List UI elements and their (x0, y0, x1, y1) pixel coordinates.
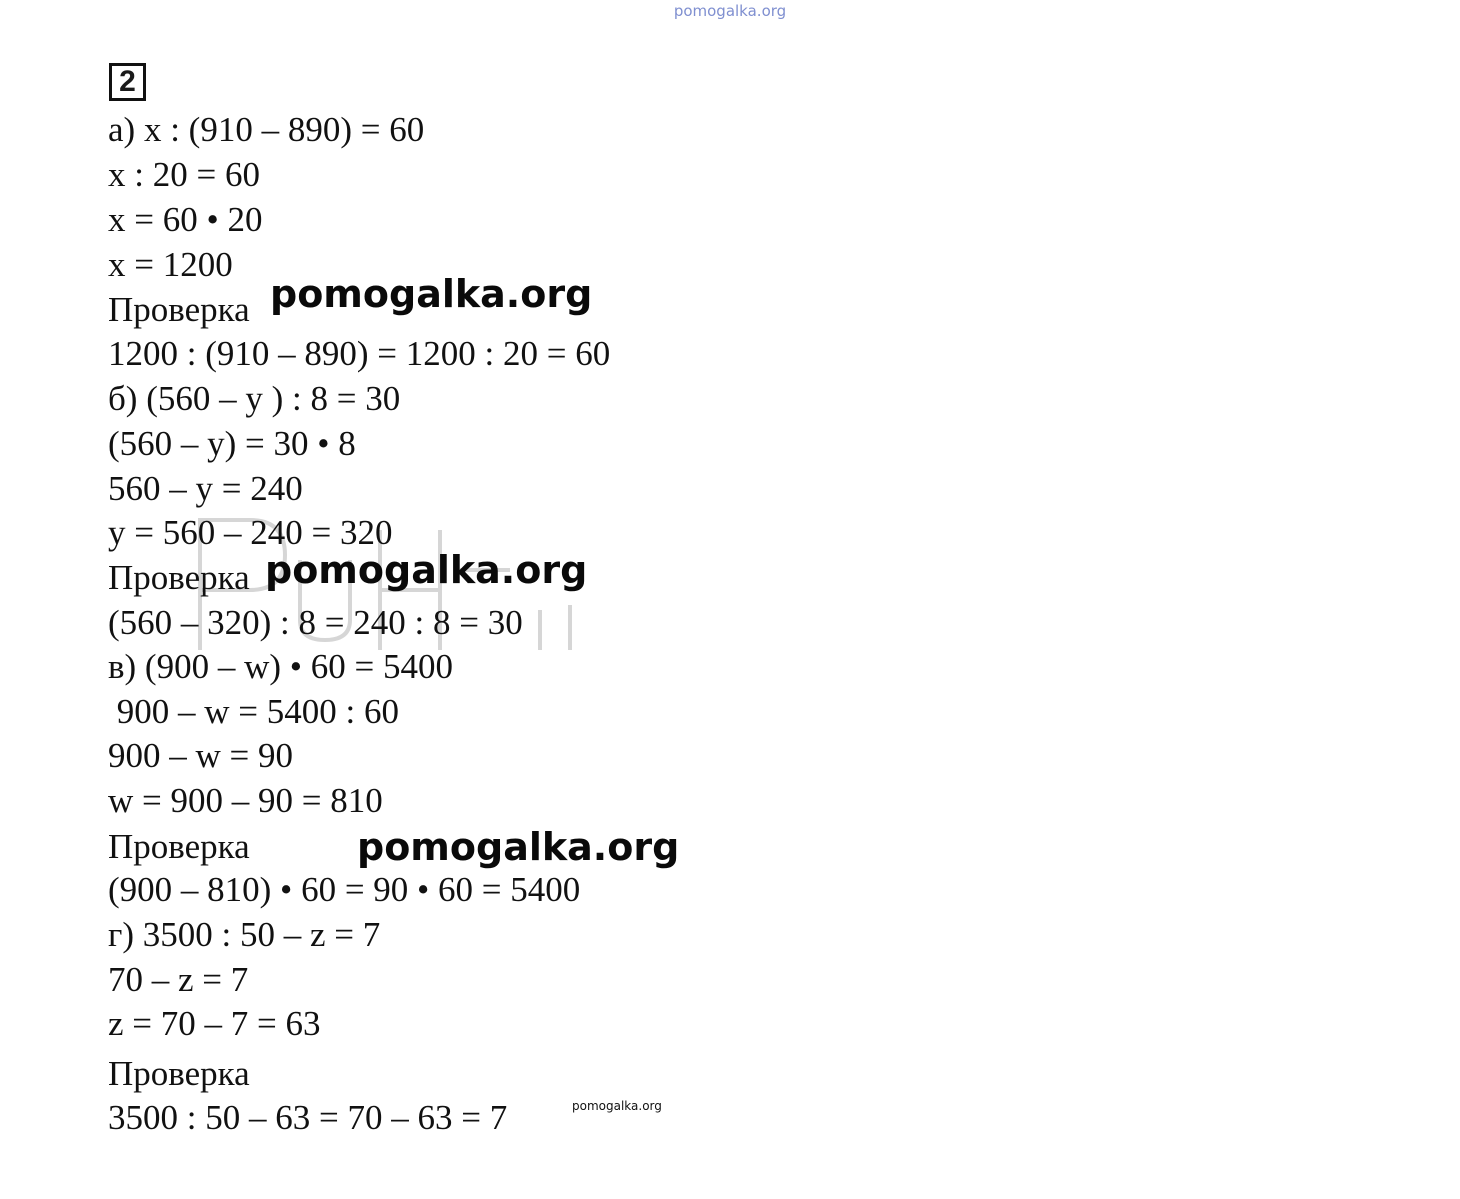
solution-line-23: 3500 : 50 – 63 = 70 – 63 = 7 (108, 1098, 508, 1137)
check-heading-c: Проверка (108, 827, 250, 866)
solution-line-10: у = 560 – 240 = 320 (108, 513, 393, 552)
task-number-box: 2 (109, 63, 146, 101)
solution-line-20: 70 – z = 7 (108, 960, 249, 999)
solution-line-21: z = 70 – 7 = 63 (108, 1004, 321, 1043)
solution-line-1: а) х : (910 – 890) = 60 (108, 110, 425, 149)
solution-line-9: 560 – у = 240 (108, 469, 303, 508)
check-heading-a: Проверка (108, 290, 250, 329)
solution-line-4: х = 1200 (108, 245, 233, 284)
watermark-bold-3: pomogalka.org (357, 825, 680, 869)
solution-line-3: х = 60 • 20 (108, 200, 263, 239)
solution-line-18: (900 – 810) • 60 = 90 • 60 = 5400 (108, 870, 581, 909)
solution-line-7: б) (560 – у ) : 8 = 30 (108, 379, 401, 418)
watermark-bold-1: pomogalka.org (270, 272, 593, 316)
check-heading-b: Проверка (108, 558, 250, 597)
watermark-bold-2: pomogalka.org (265, 548, 588, 592)
solution-line-8: (560 – у) = 30 • 8 (108, 424, 356, 463)
top-watermark: pomogalka.org (673, 2, 787, 20)
solution-line-14: 900 – w = 5400 : 60 (108, 692, 399, 731)
solution-line-12: (560 – 320) : 8 = 240 : 8 = 30 (108, 603, 523, 642)
solution-line-6: 1200 : (910 – 890) = 1200 : 20 = 60 (108, 334, 611, 373)
check-heading-d: Проверка (108, 1054, 250, 1093)
solution-line-16: w = 900 – 90 = 810 (108, 781, 383, 820)
solution-line-15: 900 – w = 90 (108, 736, 294, 775)
watermark-small: pomogalka.org (572, 1099, 662, 1113)
solution-line-19: г) 3500 : 50 – z = 7 (108, 915, 381, 954)
solution-line-2: х : 20 = 60 (108, 155, 260, 194)
solution-line-13: в) (900 – w) • 60 = 5400 (108, 647, 454, 686)
